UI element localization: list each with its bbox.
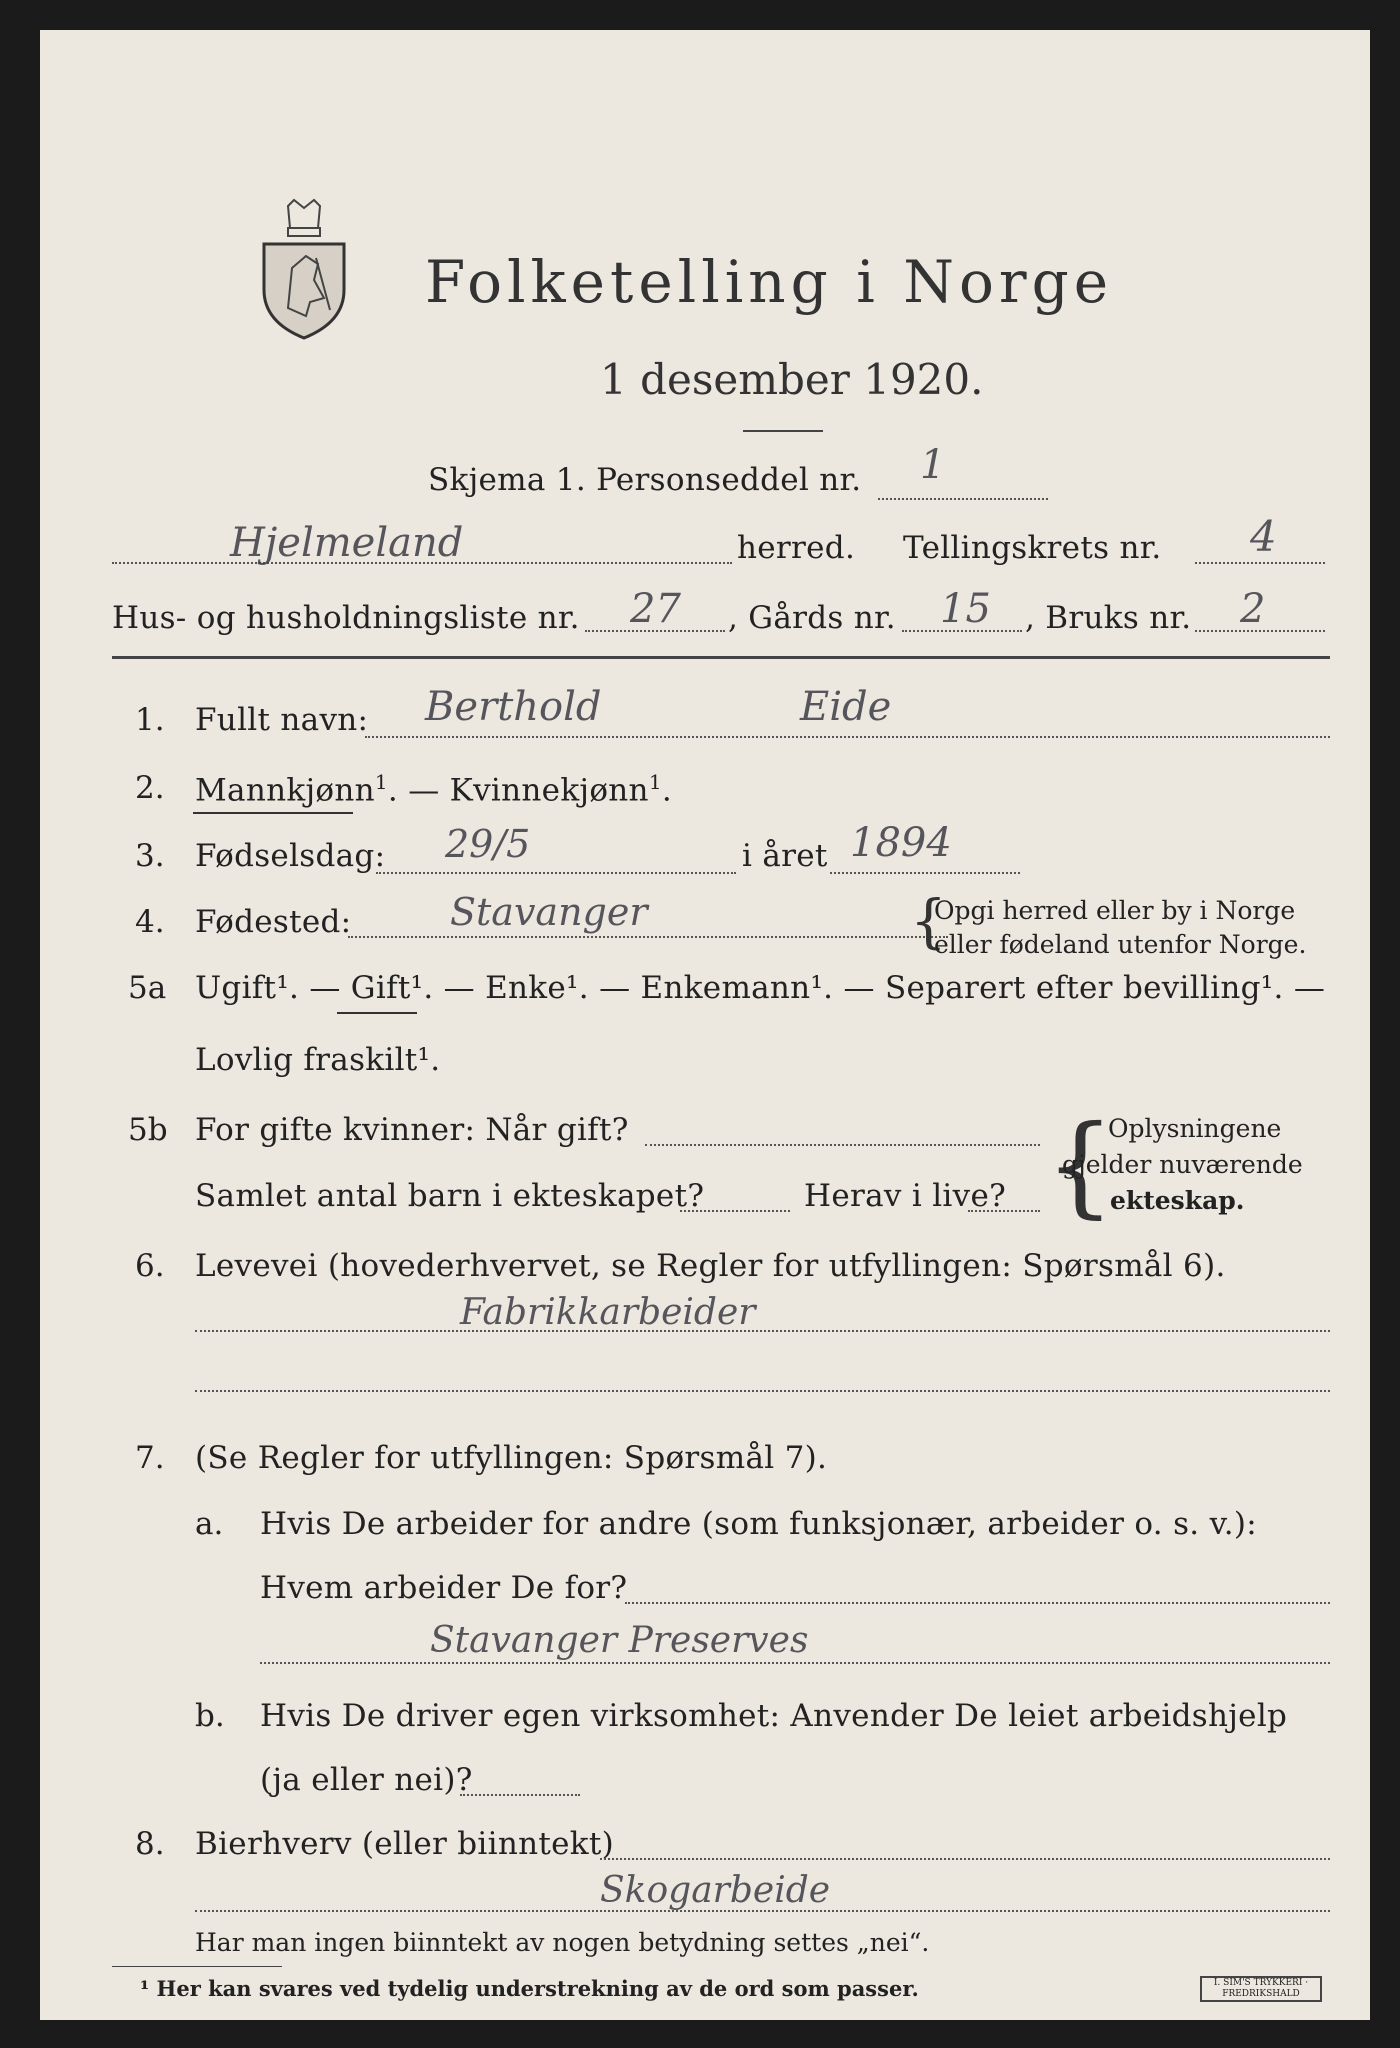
q3-number: 3. <box>135 838 165 874</box>
footnote: ¹ Her kan svares ved tydelig understrekning av de ord som passer. <box>140 1976 919 2001</box>
male-underline <box>193 812 353 814</box>
form-title: Folketelling i Norge <box>425 248 1114 316</box>
bruks-label: , Bruks nr. <box>1025 600 1192 636</box>
q7-label: (Se Regler for utfyllingen: Spørsmål 7). <box>195 1440 828 1476</box>
q5b-note-line1: Oplysningene <box>1108 1114 1282 1143</box>
birthplace: Stavanger <box>450 890 648 934</box>
birth-year: 1894 <box>850 820 952 866</box>
q8-label: Bierhverv (eller biinntekt) <box>195 1826 615 1862</box>
female-option: Kvinnekjønn <box>449 772 649 809</box>
q4-number: 4. <box>135 904 165 940</box>
q6-number: 6. <box>135 1248 165 1284</box>
q7b-number: b. <box>195 1698 225 1734</box>
q1-label: Fullt navn: <box>195 702 369 738</box>
full-name-last: Eide <box>800 684 892 730</box>
coat-of-arms-icon <box>258 198 350 340</box>
q4-note-line2: eller fødeland utenfor Norge. <box>934 930 1307 959</box>
q6-label: Levevei (hovederhvervet, se Regler for utfyllingen: Spørsmål 6). <box>195 1248 1226 1284</box>
q5b-children: Samlet antal barn i ekteskapet? <box>195 1178 705 1214</box>
tellingskrets-label: Tellingskrets nr. <box>903 530 1162 566</box>
birth-day: 29/5 <box>445 822 531 866</box>
q7a-question: Hvem arbeider De for? <box>260 1570 628 1606</box>
q7b-question: (ja eller nei)? <box>260 1762 473 1798</box>
q7a-text: Hvis De arbeider for andre (som funksjonær, arbeider o. s. v.): <box>260 1506 1258 1542</box>
municipality-name: Hjelmeland <box>230 520 464 566</box>
q4-label: Fødested: <box>195 904 352 940</box>
q5a-number: 5a <box>128 970 167 1006</box>
skjema-label: Skjema 1. Personseddel nr. <box>428 462 862 498</box>
q1-number: 1. <box>135 702 165 738</box>
q8-note: Har man ingen biinntekt av nogen betydning settes „nei“. <box>195 1928 930 1957</box>
q2-options: Mannkjønn$^1$. — Kvinnekjønn$^1$. <box>195 770 672 809</box>
personseddel-number: 1 <box>920 442 946 488</box>
year-label: i året <box>742 838 828 874</box>
herred-label: herred. <box>737 530 856 566</box>
q5b-note-line3: ekteskap. <box>1110 1186 1245 1215</box>
q5b-married-when: For gifte kvinner: Når gift? <box>195 1112 629 1148</box>
q5b-brace: { <box>1045 1101 1115 1229</box>
q7b-text: Hvis De driver egen virksomhet: Anvender De leiet arbeidshjelp <box>260 1698 1288 1734</box>
side-income-answer: Skogarbeide <box>600 1870 831 1911</box>
q7-number: 7. <box>135 1440 165 1476</box>
gards-number: 15 <box>940 586 991 632</box>
hus-number: 27 <box>630 586 681 632</box>
occupation-answer: Fabrikkarbeider <box>460 1292 756 1333</box>
census-date: 1 desember 1920. <box>600 355 984 404</box>
q5b-alive: Herav i live? <box>804 1178 1007 1214</box>
q2-number: 2. <box>135 770 165 806</box>
marital-options: Ugift¹. — Gift¹. — Enke¹. — Enkemann¹. — Separert efter bevilling¹. — <box>195 970 1326 1006</box>
marital-options-line2: Lovlig fraskilt¹. <box>195 1042 441 1078</box>
gift-underline <box>337 1012 417 1014</box>
footnote-divider <box>112 1966 282 1967</box>
bruks-number: 2 <box>1240 586 1266 632</box>
male-option: Mannkjønn <box>195 772 375 809</box>
q5b-note-line2: gjelder nuværende <box>1062 1150 1303 1179</box>
tellingskrets-number: 4 <box>1250 512 1277 561</box>
title-divider <box>743 430 823 432</box>
census-form-page <box>40 30 1370 2020</box>
hus-label: Hus- og husholdningsliste nr. <box>112 600 580 636</box>
q4-note-line1: Opgi herred eller by i Norge <box>934 896 1296 925</box>
printer-stamp: I. SIM'S TRYKKERI · FREDRIKSHALD <box>1200 1976 1322 2002</box>
header-divider <box>112 656 1330 659</box>
gards-label: , Gårds nr. <box>728 600 896 636</box>
full-name-first: Berthold <box>425 684 602 730</box>
q7a-number: a. <box>195 1506 224 1542</box>
q8-number: 8. <box>135 1826 165 1862</box>
q4-brace: { <box>910 887 947 955</box>
employer-answer: Stavanger Preserves <box>430 1620 809 1661</box>
q5b-number: 5b <box>128 1112 168 1148</box>
q3-label: Fødselsdag: <box>195 838 386 874</box>
